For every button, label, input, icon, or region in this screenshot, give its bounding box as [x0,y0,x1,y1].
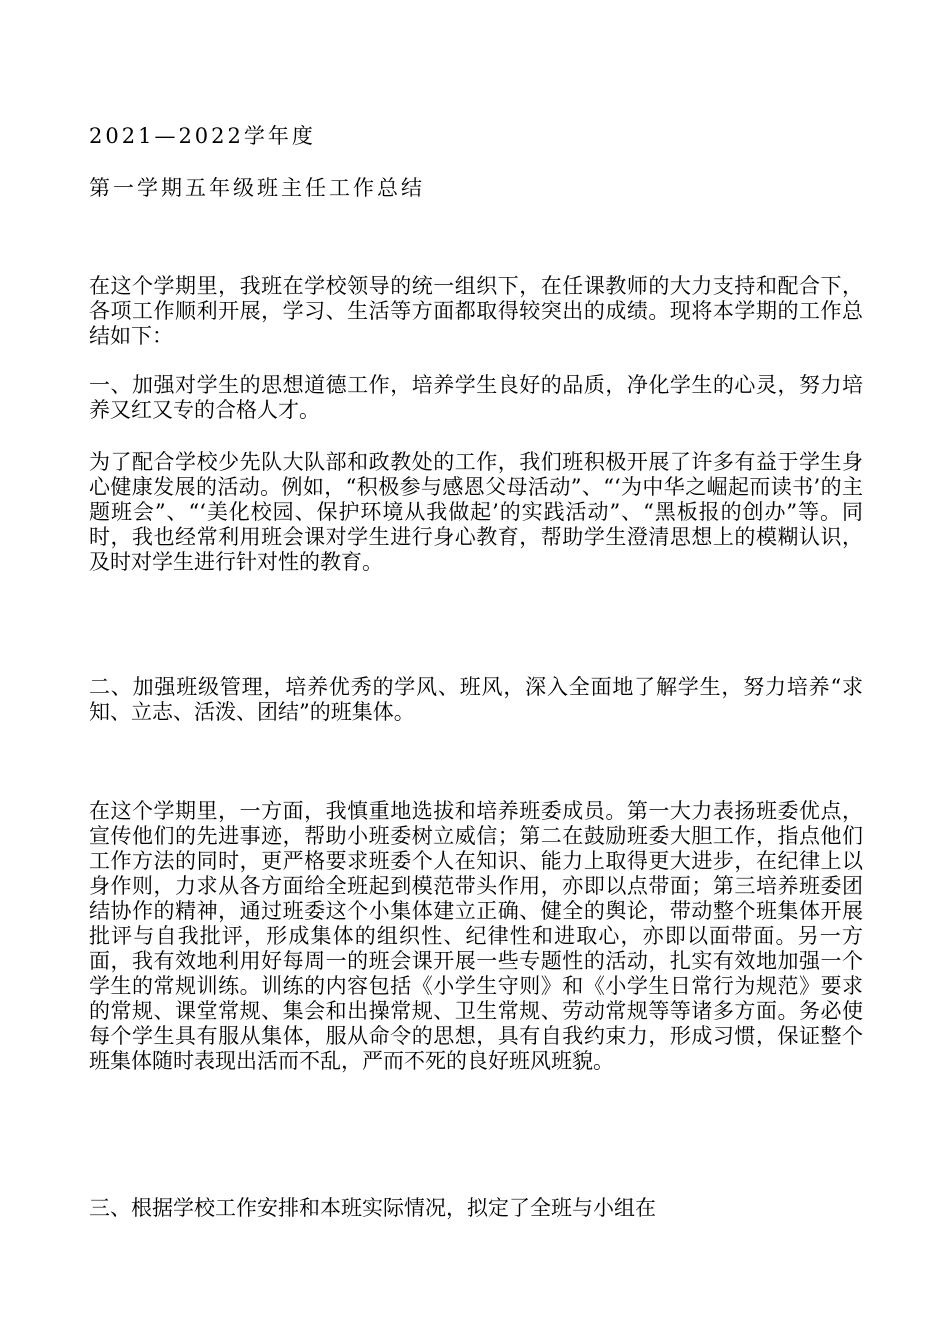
document-title: 第一学期五年级班主任工作总结 [89,176,425,200]
school-year-line: 2021—2022学年度 [89,124,316,148]
section-1-paragraph: 为了配合学校少先队大队部和政教处的工作，我们班积极开展了许多有益于学生身心健康发展的活动。例如，“积极参与感恩父母活动”、“‘为中华之崛起而读书’的主题班会”、“‘美化校园、保护环境从我做起’的实践活动”、“黑板报的创办”等。同时，我也经常利用班会课对学生进行身心教育，帮助学生澄清思想上的模糊认识，及时对学生进行针对性的教育。 [89,450,863,574]
section-2-heading: 二、加强班级管理，培养优秀的学风、班风，深入全面地了解学生，努力培养“求知、立志、活泼、团结”的班集体。 [89,675,863,724]
intro-paragraph: 在这个学期里，我班在学校领导的统一组织下，在任课教师的大力支持和配合下，各项工作顺利开展，学习、生活等方面都取得较突出的成绩。现将本学期的工作总结如下： [89,274,863,348]
section-3-heading: 三、根据学校工作安排和本班实际情况，拟定了全班与小组在 [89,1196,656,1220]
section-1-heading: 一、加强对学生的思想道德工作，培养学生良好的品质，净化学生的心灵，努力培养又红又专的合格人才。 [89,373,863,422]
section-2-paragraph: 在这个学期里，一方面，我慎重地选拔和培养班委成员。第一大力表扬班委优点，宣传他们的先进事迹，帮助小班委树立威信；第二在鼓励班委大胆工作，指点他们工作方法的同时，更严格要求班委个人在知识、能力上取得更大进步，在纪律上以身作则，力求从各方面给全班起到模范带头作用，亦即以点带面；第三培养班委团结协作的精神，通过班委这个小集体建立正确、健全的舆论，带动整个班集体开展批评与自我批评，形成集体的组织性、纪律性和进取心，亦即以面带面。另一方面，我有效地利用好每周一的班会课开展一些专题性的活动，扎实有效地加强一个学生的常规训练。训练的内容包括《小学生守则》和《小学生日常行为规范》要求的常规、课堂常规、集会和出操常规、卫生常规、劳动常规等等诸多方面。务必使每个学生具有服从集体，服从命令的思想，具有自我约束力，形成习惯，保证整个班集体随时表现出活而不乱，严而不死的良好班风班貌。 [89,799,863,1073]
